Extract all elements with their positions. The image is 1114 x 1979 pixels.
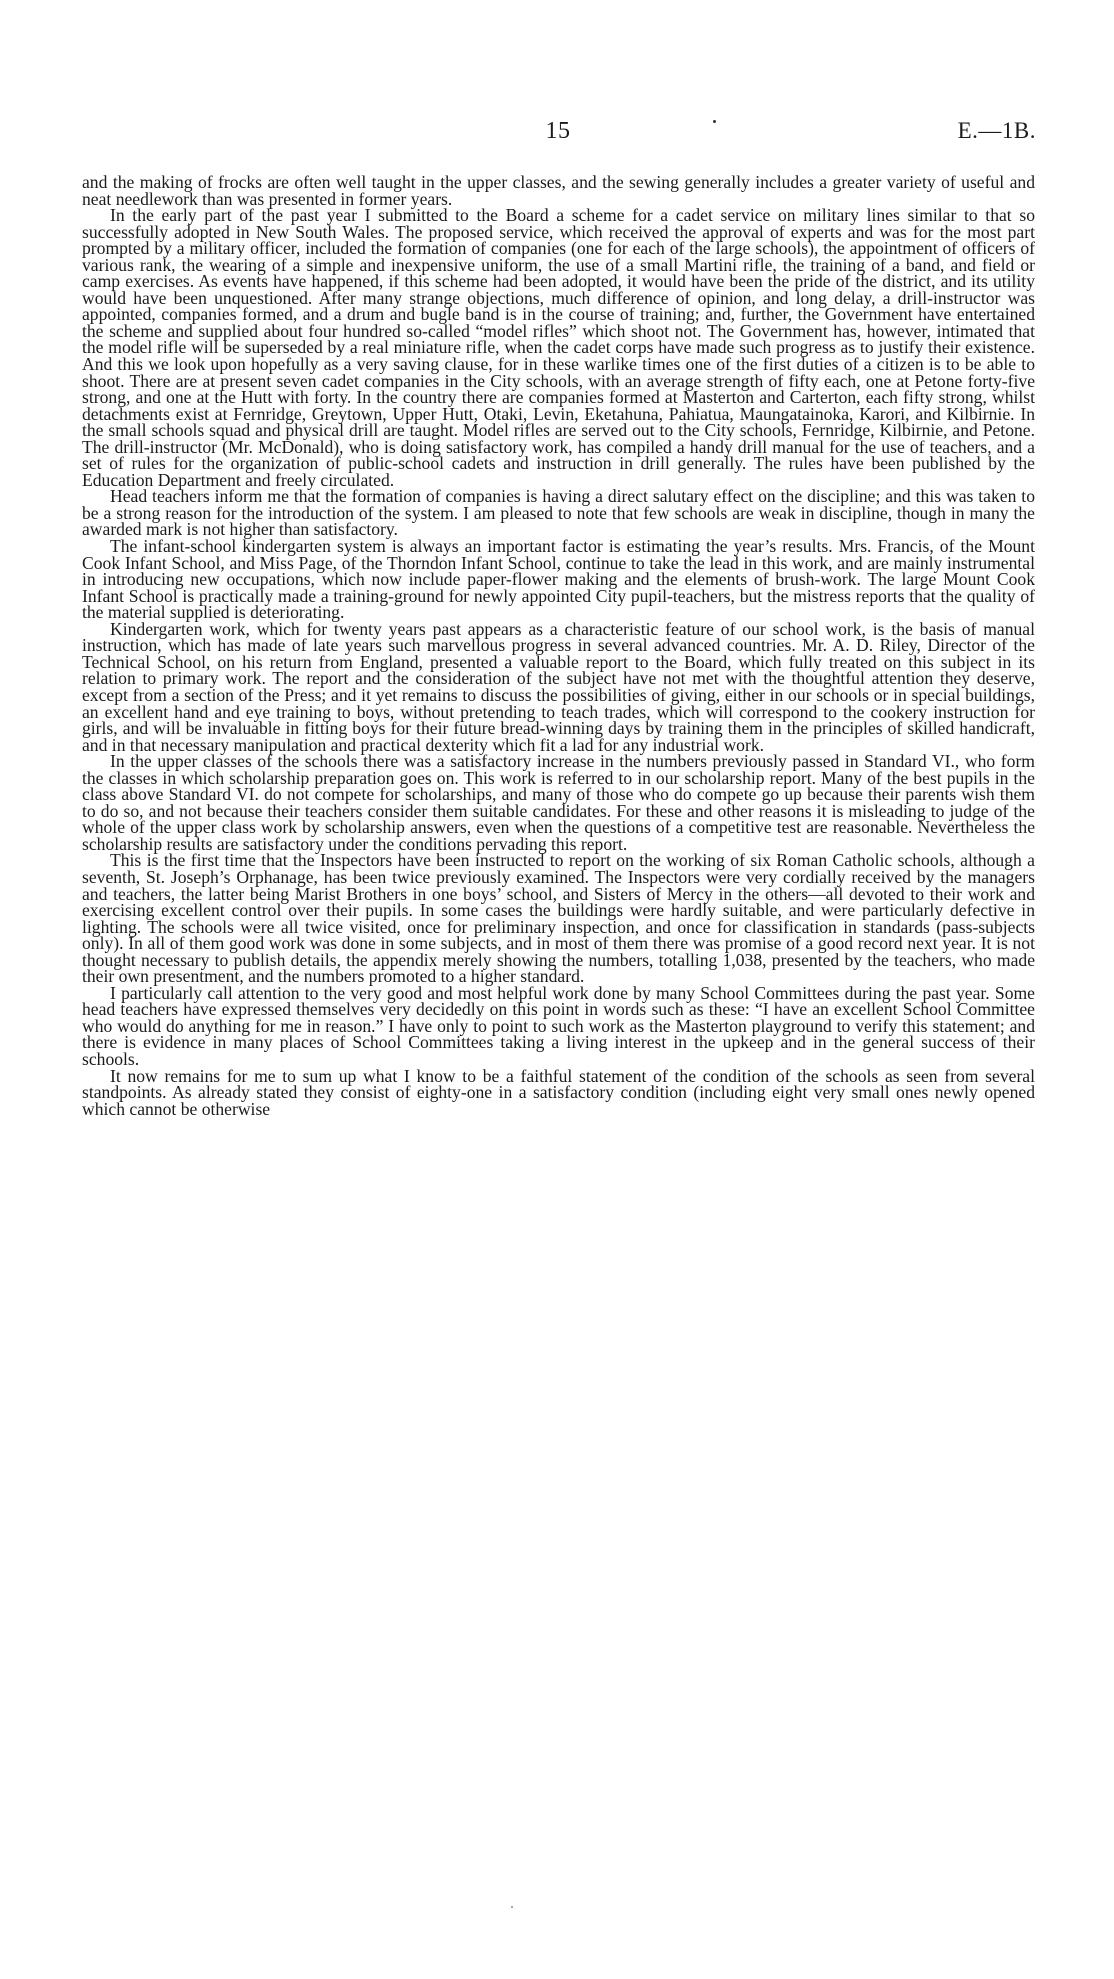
paragraph-continuation-sewing: and the making of frocks are often well taught in the upper classes, and the sewing generally includes a greater variety of useful and neat needlework than was presented in former years. xyxy=(82,172,1035,209)
print-speck xyxy=(713,120,716,123)
page-header xyxy=(80,118,1036,148)
paragraph-catholic-schools: This is the first time that the Inspectors have been instructed to report on the working of six Roman Catholic schools, although a seventh, St. Joseph’s Orphanage, has been twice previously examined. The Inspectors were very cordially received by the managers and teachers, the latter being Marist Brothers in one boys’ school, and Sisters of Mercy in the others—all devoted to their work and exercising excellent control over their pupils. In some cases the buildings were hardly suitable, and were particularly defective in lighting. The schools were all twice visited, once for preliminary inspection, and once for classification in standards (pass-subjects only). In all of them good work was done in some subjects, and in most of them there was promise of a good record next year. It is not thought necessary to publish details, the appendix merely showing the numbers, totalling 1,038, presented by the teachers, who made their own presentment, and the numbers promoted to a higher standard. xyxy=(82,850,1035,987)
body-text xyxy=(82,174,1035,1117)
print-speck-bottom xyxy=(511,1906,513,1908)
paragraph-infant-kindergarten: The infant-school kindergarten system is always an important factor is estimating the year’s results. Mrs. Francis, of the Mount Cook Infant School, and Miss Page, of the Thorndon Infant School, continue to take the lead in this work, and are mainly instrumental in introducing new occupations, which now include paper-flower making and the elements of brush-work. The large Mount Cook Infant School is practically made a training-ground for newly appointed City pupil-teachers, but the mistress reports that the quality of the material supplied is deteriorating. xyxy=(82,536,1035,623)
paragraph-summary: It now remains for me to sum up what I know to be a faithful statement of the condition of the schools as seen from several standpoints. As already stated they consist of eighty-one in a satisfactory condition (including eight very small ones newly opened which cannot be otherwise xyxy=(82,1065,1035,1119)
paragraph-school-committees: I particularly call attention to the very good and most helpful work done by many School Committees during the past year. Some head teachers have expressed themselves very decidedly on this point in words such as these: “I have an excellent School Committee who would do anything for me in reason.” I have only to point to such work as the Masterton playground to verify this statement; and there is evidence in many places of School Committees taking a living interest in the upkeep and in the general success of their schools. xyxy=(82,982,1035,1069)
paragraph-manual-instruction: Kindergarten work, which for twenty years past appears as a characteristic feature of our school work, is the basis of manual instruction, which has made of late years such marvellous progress in several advanced countries. Mr. A. D. Riley, Director of the Technical School, on his return from England, presented a valuable report to the Board, which fully treated on this subject in its relation to primary work. The report and the consideration of the subject have not met with the thoughtful attention they deserve, except from a section of the Press; and it yet remains to discuss the possibilities of giving, either in our schools or in special buildings, an excellent hand and eye training to boys, without pretending to teach trades, which will correspond to the cookery instruction for girls, and will be invaluable in fitting boys for their future bread-winning days by training them in the principles of skilled handicraft, and in that necessary manipulation and practical dexterity which fit a lad for any industrial work. xyxy=(82,618,1035,755)
paragraph-discipline: Head teachers inform me that the formation of companies is having a direct salutary effect on the discipline; and this was taken to be a strong reason for the introduction of the system. I am pleased to note that few schools are weak in discipline, though in many the awarded mark is not higher than satisfactory. xyxy=(82,486,1035,540)
document-reference: E.—1B. xyxy=(957,118,1036,143)
paragraph-upper-classes: In the upper classes of the schools there was a satisfactory increase in the numbers previously passed in Standard VI., who form the classes in which scholarship preparation goes on. This work is referred to in our scholarship report. Many of the best pupils in the class above Standard VI. do not compete for scholarships, and many of those who do compete go up because their parents wish them to do so, and not because their teachers consider them suitable candidates. For these and other reasons it is misleading to judge of the whole of the upper class work by scholarship answers, even when the questions of a competitive test are reasonable. Nevertheless the scholarship results are satisfactory under the conditions pervading this report. xyxy=(82,751,1035,854)
paragraph-cadet-service: In the early part of the past year I submitted to the Board a scheme for a cadet service on military lines similar to that so successfully adopted in New South Wales. The proposed service, which received the approval of experts and was for the most part prompted by a military officer, included the formation of companies (one for each of the large schools), the appointment of officers of various rank, the wearing of a simple and inexpensive uniform, the use of a small Martini rifle, the training of a band, and field or camp exercises. As events have happened, if this scheme had been adopted, it would have been the pride of the district, and its utility would have been unquestioned. After many strange objections, much difference of opinion, and long delay, a drill-instructor was appointed, companies formed, and a drum and bugle band is in the course of training; and, further, the Government have entertained the scheme and supplied about four hundred so-called “model rifles” which shoot not. The Government has, however, intimated that the model rifle will be superseded by a real miniature rifle, when the cadet corps have made such progress as to justify their existence. And this we look upon hopefully as a very saving clause, for in these warlike times one of the first duties of a citizen is to be able to shoot. There are at present seven cadet companies in the City schools, with an average strength of fifty each, one at Petone forty-five strong, and one at the Hutt with forty. In the country there are companies formed at Masterton and Carterton, each fifty strong, whilst detachments exist at Fernridge, Greytown, Upper Hutt, Otaki, Levin, Eketahuna, Pahiatua, Maungatainoka, Karori, and Kilbirnie. In the small schools squad and physical drill are taught. Model rifles are served out to the City schools, Fernridge, Kilbirnie, and Petone. The drill-instructor (Mr. McDonald), who is doing satisfactory work, has compiled a handy drill manual for the use of teachers, and a set of rules for the organization of public-school cadets and instruction in drill generally. The rules have been published by the Education Department and freely circulated. xyxy=(82,205,1035,490)
page-number: 15 xyxy=(545,118,571,144)
